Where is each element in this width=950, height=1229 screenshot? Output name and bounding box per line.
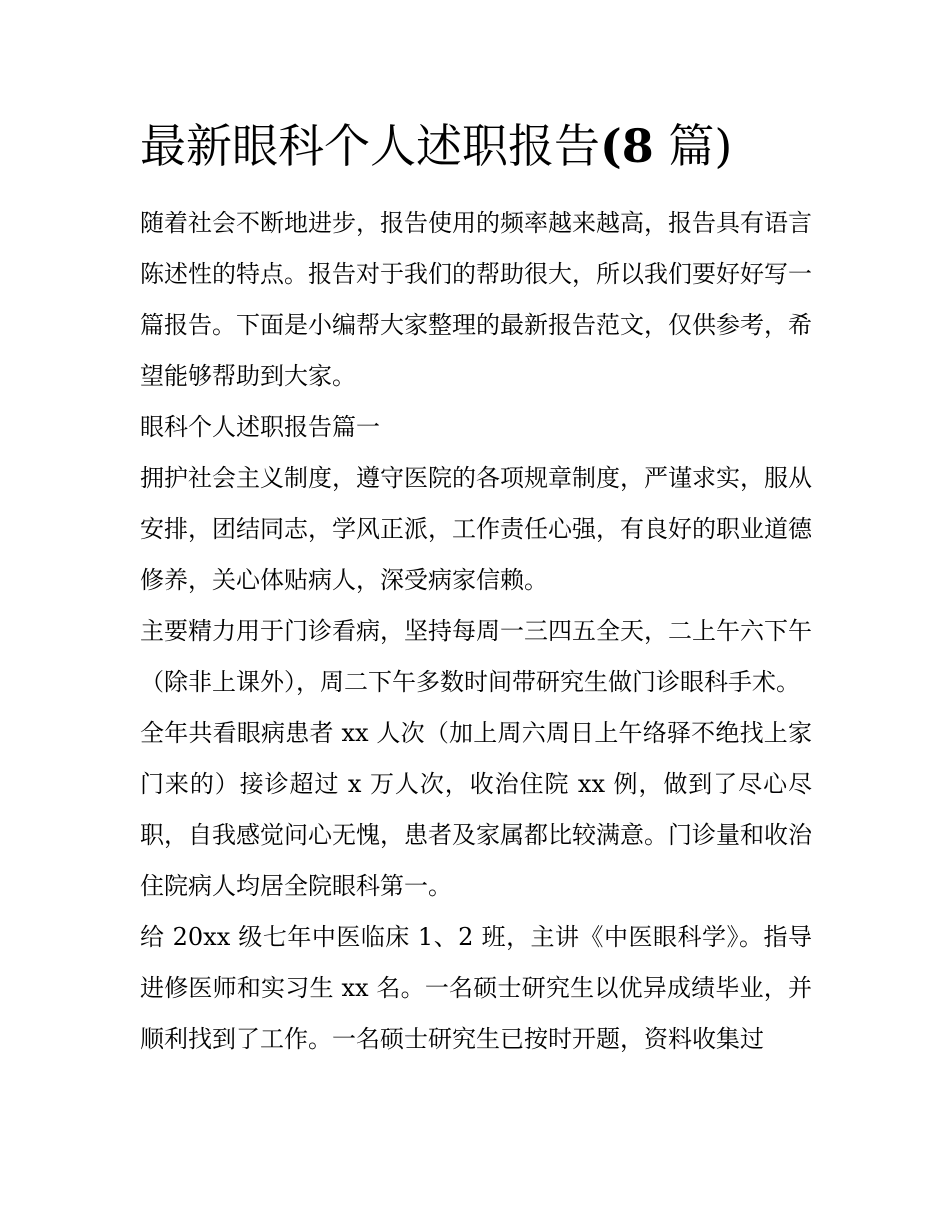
title-prefix: 最新眼科个人述职报告: [140, 119, 600, 173]
title-number: 8: [621, 119, 654, 173]
document-body: [140, 198, 812, 1065]
section-heading: 眼科个人述职报告篇一: [140, 413, 380, 441]
body-paragraph: 全年共看眼病患者 xx 人次（加上周六周日上午络驿不绝找上家门来的）接诊超过 x 万人次，收治住院 xx 例，做到了尽心尽职，自我感觉问心无愧，患者及家属都比较满意。门诊量和收治住院病人均居全院眼科第一。: [140, 719, 812, 900]
title-suffix: 篇): [653, 119, 733, 173]
body-paragraph: 拥护社会主义制度，遵守医院的各项规章制度，严谨求实，服从安排，团结同志，学风正派，工作责任心强，有良好的职业道德修养，关心体贴病人，深受病家信赖。: [140, 464, 812, 594]
intro-paragraph: 随着社会不断地进步，报告使用的频率越来越高，报告具有语言陈述性的特点。报告对于我们的帮助很大，所以我们要好好写一篇报告。下面是小编帮大家整理的最新报告范文，仅供参考，希望能够帮助到大家。: [140, 209, 812, 390]
title-paren-open: (: [600, 119, 622, 173]
body-paragraph: 给 20xx 级七年中医临床 1、2 班，主讲《中医眼科学》。指导进修医师和实习生 xx 名。一名硕士研究生以优异成绩毕业，并顺利找到了工作。一名硕士研究生已按时开题，资料收集过: [140, 923, 812, 1053]
document-title: [140, 114, 840, 178]
body-paragraph: 主要精力用于门诊看病，坚持每周一三四五全天，二上午六下午（除非上课外），周二下午多数时间带研究生做门诊眼科手术。: [140, 617, 812, 696]
